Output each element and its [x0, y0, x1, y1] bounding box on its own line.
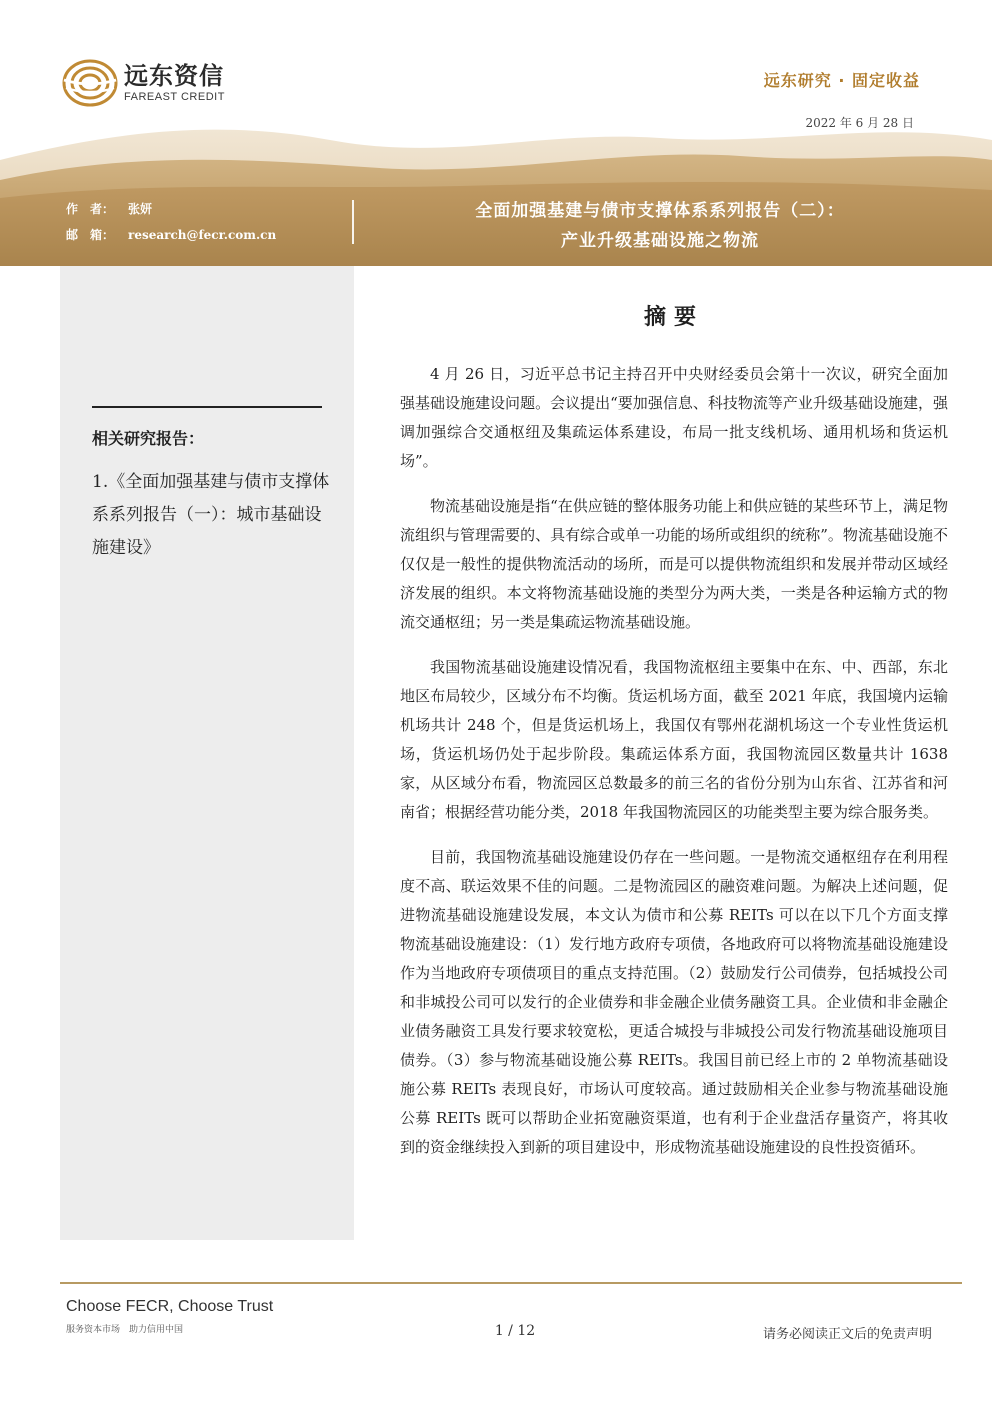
- report-title-line2: 产业升级基础设施之物流: [561, 231, 759, 251]
- sidebar: [60, 266, 354, 1240]
- abstract-paragraph: 4 月 26 日，习近平总书记主持召开中央财经委员会第十一次议，研究全面加强基础设施建设问题。会议提出“要加强信息、科技物流等产业升级基础设施建，强调加强综合交通枢纽及集疏运体系建设，布局一批支线机场、通用机场和货运机场”。: [400, 365, 948, 470]
- footer-subslogan: 服务资本市场 助力信用中国: [66, 1325, 184, 1335]
- logo-chinese-name: 远东资信: [124, 62, 224, 90]
- footer-slogan: Choose FECR, Choose Trust: [66, 1298, 274, 1315]
- report-title: [360, 196, 960, 256]
- fareast-logo-icon: [62, 58, 118, 108]
- abstract-title: 摘要: [643, 304, 704, 330]
- band-divider: [352, 200, 354, 244]
- abstract-body: [400, 360, 948, 1178]
- page-number: 1 / 12: [494, 1323, 536, 1339]
- abstract-paragraph: 目前，我国物流基础设施建设仍存在一些问题。一是物流交通枢纽存在利用程度不高、联运效果不佳的问题。二是物流园区的融资难问题。为解决上述问题，促进物流基础设施建设发展，本文认为债市和公募 REITs 可以在以下几个方面支撑物流基础设施建设：（1）发行地方政府专项债，各地政府可以将物流基础设施建设作为当地政府专项债项目的重点支持范围。（2）鼓励发行公司债券，包括城投公司和非城投公司可以发行的企业债券和非金融企业债务融资工具。企业债和非金融企业债务融资工具发行要求较宽松，更适合城投与非城投公司发行物流基础设施项目债券。（3）参与物流基础设施公募 REITs。我国目前已经上市的 2 单物流基础设施公募 REITs 表现良好，市场认可度较高。通过鼓励相关企业参与物流基础设施公募 REITs 既可以帮助企业拓宽融资渠道，也有利于企业盘活存量资产，将其收到的资金继续投入到新的项目建设中，形成物流基础设施建设的良性投资循环。: [400, 848, 948, 1156]
- disclaimer-note: 请务必阅读正文后的免责声明: [762, 1327, 932, 1342]
- related-reports-title: 相关研究报告：: [92, 429, 205, 448]
- abstract-paragraph: 物流基础设施是指“在供应链的整体服务功能上和供应链的某些环节上，满足物流组织与管理需要的、具有综合或单一功能的场所或组织的统称”。物流基础设施不仅仅是一般性的提供物流活动的场所，而是可以提供物流组织和发展并带动区域经济发展的组织。本文将物流基础设施的类型分为两大类，一类是各种运输方式的物流交通枢纽；另一类是集疏运物流基础设施。: [400, 497, 948, 631]
- report-title-line1: 全面加强基建与债市支撑体系系列报告（二）：: [475, 201, 845, 221]
- sidebar-divider: [92, 406, 322, 408]
- footer-divider: [60, 1282, 962, 1284]
- email-label: 邮 箱：: [66, 228, 115, 242]
- report-date: 2022 年 6 月 28 日: [805, 116, 914, 130]
- author-name: 张妍: [128, 202, 153, 216]
- logo-english-name: FAREAST CREDIT: [124, 91, 225, 103]
- author-label: 作 者：: [66, 202, 115, 216]
- author-email[interactable]: research@fecr.com.cn: [128, 228, 277, 242]
- abstract-paragraph: 我国物流基础设施建设情况看，我国物流枢纽主要集中在东、中、西部，东北地区布局较少，区域分布不均衡。货运机场方面，截至 2021 年底，我国境内运输机场共计 248 个，但是货运机场上，我国仅有鄂州花湖机场这一个专业性货运机场，货运机场仍处于起步阶段。集疏运体系方面，我国物流园区数量共计 1638 家，从区域分布看，物流园区总数最多的前三名的省份分别为山东省、江苏省和河南省；根据经营功能分类，2018 年我国物流园区的功能类型主要为综合服务类。: [400, 658, 948, 821]
- related-report-item[interactable]: 1.《全面加强基建与债市支撑体系系列报告（一）：城市基础设施建设》: [92, 472, 330, 558]
- company-logo: [62, 58, 225, 108]
- brand-tag: 远东研究 · 固定收益: [763, 71, 920, 90]
- author-info: [66, 196, 276, 248]
